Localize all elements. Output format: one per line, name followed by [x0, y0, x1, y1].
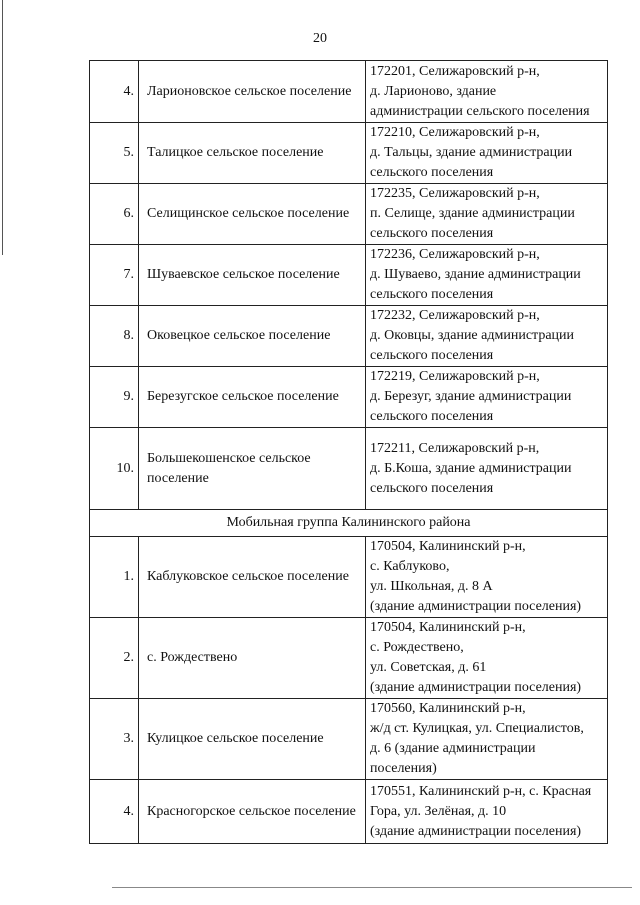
address-line: Гора, ул. Зелёная, д. 10 — [370, 803, 507, 819]
address-line: 172201, Селижаровский р-н, — [370, 63, 540, 79]
address-line: ул. Советская, д. 61 — [370, 660, 487, 675]
section-a-body — [90, 61, 608, 510]
settlement-name: Красногорское сельское поселение — [139, 780, 366, 844]
settlement-name: Селищинское сельское поселение — [139, 184, 366, 245]
address-cell — [366, 61, 608, 123]
address-line: 170504, Калининский р-н, — [370, 539, 526, 554]
row-number: 7. — [90, 245, 139, 306]
table-row — [90, 699, 608, 780]
address-cell — [366, 780, 608, 844]
address-line: сельского поселения — [370, 226, 494, 241]
address-line: с. Каблуково, — [370, 559, 450, 574]
settlement-name: Оковецкое сельское поселение — [139, 306, 366, 367]
settlement-name: Талицкое сельское поселение — [139, 123, 366, 184]
row-number: 6. — [90, 184, 139, 245]
table-row — [90, 61, 608, 123]
address-line: д. Б.Коша, здание администрации — [370, 460, 572, 476]
address-line: 172235, Селижаровский р-н, — [370, 186, 540, 201]
row-number: 10. — [90, 428, 139, 510]
address-line: сельского поселения — [370, 480, 494, 496]
address-line: поселения) — [370, 761, 437, 776]
address-line: ул. Школьная, д. 8 А — [370, 579, 493, 594]
address-line: (здание администрации поселения) — [370, 680, 582, 695]
address-line: 170551, Калининский р-н, с. Красная — [370, 783, 592, 799]
address-line: д. Тальцы, здание администрации — [370, 145, 573, 160]
address-line: сельского поселения — [370, 165, 494, 180]
address-cell — [366, 245, 608, 306]
address-line: д. Березуг, здание администрации — [370, 389, 572, 404]
section-b-header — [90, 510, 608, 537]
table-row — [90, 184, 608, 245]
address-line: (здание администрации поселения) — [370, 823, 582, 839]
table-row — [90, 245, 608, 306]
settlements-table — [89, 60, 608, 844]
address-line: 172236, Селижаровский р-н, — [370, 247, 540, 262]
address-line: п. Селище, здание администрации — [370, 206, 575, 221]
row-number: 5. — [90, 123, 139, 184]
table-row — [90, 780, 608, 844]
settlement-name: Березугское сельское поселение — [139, 367, 366, 428]
row-number: 2. — [90, 618, 139, 699]
address-cell — [366, 428, 608, 510]
table-row — [90, 618, 608, 699]
section-b-body — [90, 537, 608, 844]
settlement-name: Ларионовское сельское поселение — [139, 61, 366, 123]
row-number: 4. — [90, 780, 139, 844]
address-line: администрации сельского поселения — [370, 103, 590, 119]
section-title-row — [90, 510, 608, 537]
address-cell — [366, 537, 608, 618]
table-row — [90, 428, 608, 510]
bottom-rule — [112, 887, 632, 888]
row-number: 3. — [90, 699, 139, 780]
address-line: сельского поселения — [370, 287, 494, 302]
row-number: 8. — [90, 306, 139, 367]
row-number: 1. — [90, 537, 139, 618]
section-title: Мобильная группа Калининского района — [90, 510, 608, 537]
address-line: с. Рождествено, — [370, 640, 464, 655]
address-cell — [366, 123, 608, 184]
settlement-name: Шуваевское сельское поселение — [139, 245, 366, 306]
row-number: 4. — [90, 61, 139, 123]
address-cell — [366, 184, 608, 245]
page-number: 20 — [313, 31, 327, 46]
table-row — [90, 306, 608, 367]
address-line: сельского поселения — [370, 409, 494, 424]
address-line: 172211, Селижаровский р-н, — [370, 440, 540, 456]
address-line: д. Оковцы, здание администрации — [370, 328, 575, 343]
address-line: 170560, Калининский р-н, — [370, 701, 526, 716]
address-line: д. Шуваево, здание администрации — [370, 267, 581, 282]
row-number: 9. — [90, 367, 139, 428]
address-cell — [366, 618, 608, 699]
address-line: ж/д ст. Кулицкая, ул. Специалистов, — [370, 721, 584, 736]
address-line: 172210, Селижаровский р-н, — [370, 125, 540, 140]
settlement-name: Кулицкое сельское поселение — [139, 699, 366, 780]
address-line: сельского поселения — [370, 348, 494, 363]
table-row — [90, 367, 608, 428]
settlement-name: с. Рождествено — [139, 618, 366, 699]
address-line: д. Ларионово, здание — [370, 83, 497, 99]
settlement-name: Большекошенское сельское поселение — [139, 428, 366, 510]
address-line: (здание администрации поселения) — [370, 599, 582, 614]
address-line: 170504, Калининский р-н, — [370, 620, 526, 635]
address-line: д. 6 (здание администрации — [370, 741, 536, 756]
address-cell — [366, 306, 608, 367]
table-row — [90, 537, 608, 618]
settlement-name: Каблуковское сельское поселение — [139, 537, 366, 618]
address-line: 172219, Селижаровский р-н, — [370, 369, 540, 384]
address-cell — [366, 699, 608, 780]
table-row — [90, 123, 608, 184]
address-cell — [366, 367, 608, 428]
address-line: 172232, Селижаровский р-н, — [370, 308, 540, 323]
